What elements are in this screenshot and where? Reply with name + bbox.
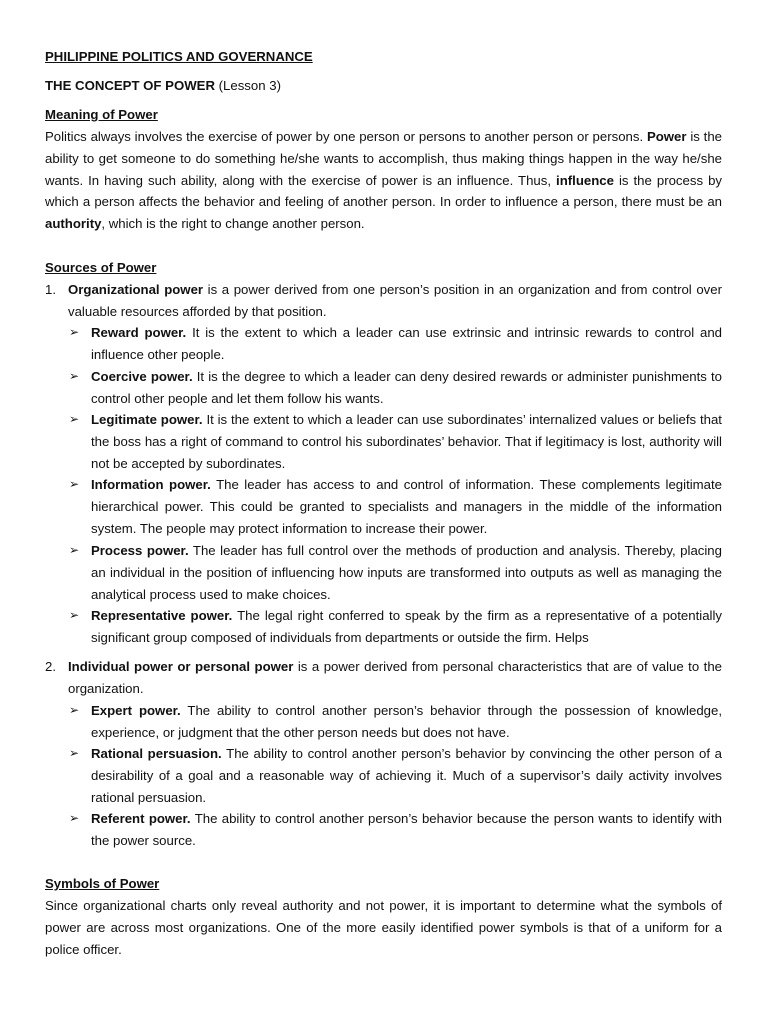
arrow-bullet-icon: ➢ [69, 746, 80, 760]
course-title: PHILIPPINE POLITICS AND GOVERNANCE [45, 49, 313, 64]
lesson-note: (Lesson 3) [218, 78, 281, 93]
symbols-paragraph: Since organizational charts only reveal authority and not power, it is important to determine what the symbols of power are across most organizations. One of the more easily identified power symbols is that of a uniform for a police officer. [45, 898, 722, 957]
meaning-paragraph: Politics always involves the exercise of power by one person or persons to another person or persons. Power is the ability to get someone to do something he/she wants to accomplish, thus making things happen in the way he/she wants. In having such ability, along with the exercise of power is an influence. Thus, influence is the process by which a person affects the behavior and feeling of another person. In order to influence a person, there must be an authority, which is the right to change another person. [45, 129, 723, 232]
arrow-bullet-icon: ➢ [69, 369, 80, 383]
list-item-organizational-power: Organizational power is a power derived from one person’s position in an organization and from control over valuable resources afforded by that position. [68, 282, 722, 319]
sub-item-information-power: Information power. The leader has access to and control of information. These complements legitimate hierarchical power. This could be granted to specialists and managers in the middle of the information system. The people may protect information to increase their power. [91, 477, 722, 536]
sub-item-legitimate-power: Legitimate power. It is the extent to which a leader can use subordinates’ internalized values or beliefs that the boss has a right of command to control his subordinates’ behavior. That if legitimacy is lost, authority will not be accepted by subordinates. [91, 412, 722, 471]
sub-item-reward-power: Reward power. It is the extent to which a leader can use extrinsic and intrinsic rewards to control and influence other people. [91, 325, 722, 362]
list-number: 1. [45, 282, 56, 297]
arrow-bullet-icon: ➢ [69, 811, 80, 825]
sub-item-representative-power: Representative power. The legal right conferred to speak by the firm as a representative of a potentially significant group composed of individuals from departments or outside the firm. Helps [91, 608, 722, 645]
list-item-individual-power: Individual power or personal power is a power derived from personal characteristics that are of value to the organization. [68, 659, 722, 696]
arrow-bullet-icon: ➢ [69, 543, 80, 557]
lesson-title [45, 75, 722, 97]
sub-item-process-power: Process power. The leader has full control over the methods of production and analysis. Thereby, placing an individual in the position of influencing how inputs are transformed into outputs as well as managing the analytical process used to make choices. [91, 543, 722, 602]
lesson-title-text: THE CONCEPT OF POWER [45, 78, 215, 93]
sub-item-expert-power: Expert power. The ability to control another person’s behavior through the possession of knowledge, experience, or judgment that the other person needs but does not have. [91, 703, 722, 740]
meaning-heading: Meaning of Power [45, 107, 158, 122]
arrow-bullet-icon: ➢ [69, 412, 80, 426]
list-number: 2. [45, 659, 56, 674]
arrow-bullet-icon: ➢ [69, 703, 80, 717]
symbols-heading: Symbols of Power [45, 876, 160, 891]
arrow-bullet-icon: ➢ [69, 608, 80, 622]
arrow-bullet-icon: ➢ [69, 325, 80, 339]
sub-item-referent-power: Referent power. The ability to control another person’s behavior because the person wants to identify with the power source. [91, 811, 722, 848]
arrow-bullet-icon: ➢ [69, 477, 80, 491]
sub-item-rational-persuasion: Rational persuasion. The ability to control another person’s behavior by convincing the other person of a desirability of a goal and a reasonable way of achieving it. Much of a supervisor’s daily activity involves rational persuasion. [91, 746, 722, 805]
sub-item-coercive-power: Coercive power. It is the degree to which a leader can deny desired rewards or administer punishments to control other people and let them follow his wants. [91, 369, 722, 406]
sources-heading: Sources of Power [45, 260, 157, 275]
